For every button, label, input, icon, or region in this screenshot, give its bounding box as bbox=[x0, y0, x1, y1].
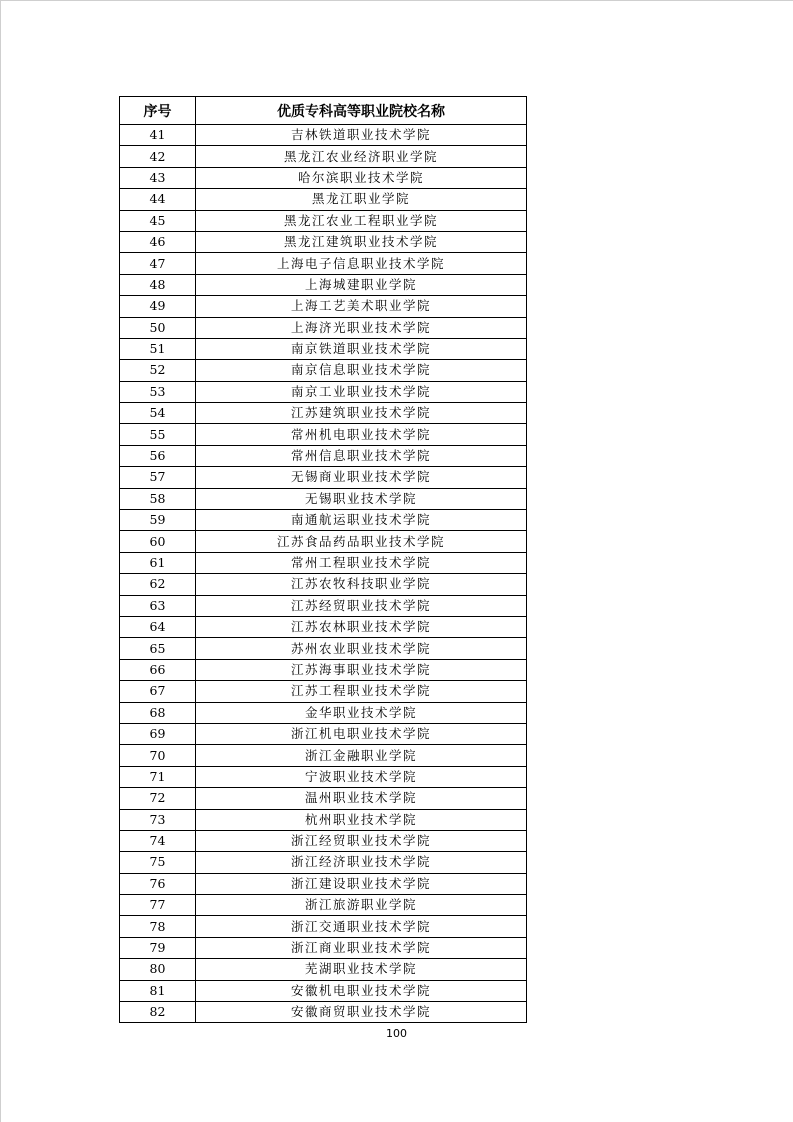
serial-number-cell: 48 bbox=[120, 274, 196, 295]
serial-number-cell: 72 bbox=[120, 788, 196, 809]
serial-number-cell: 59 bbox=[120, 510, 196, 531]
institution-name-cell: 苏州农业职业技术学院 bbox=[196, 638, 527, 659]
table-body bbox=[120, 125, 527, 1023]
table-row bbox=[120, 360, 527, 381]
institution-name-cell: 江苏建筑职业技术学院 bbox=[196, 403, 527, 424]
table-row bbox=[120, 296, 527, 317]
institution-name-cell: 温州职业技术学院 bbox=[196, 788, 527, 809]
institution-name-cell: 黑龙江职业学院 bbox=[196, 189, 527, 210]
institution-name-cell: 江苏经贸职业技术学院 bbox=[196, 595, 527, 616]
serial-number-cell: 69 bbox=[120, 723, 196, 744]
table-row bbox=[120, 638, 527, 659]
institution-name-cell: 浙江建设职业技术学院 bbox=[196, 873, 527, 894]
table-row bbox=[120, 189, 527, 210]
table-row bbox=[120, 445, 527, 466]
serial-number-cell: 58 bbox=[120, 488, 196, 509]
table-row bbox=[120, 146, 527, 167]
header-serial-number: 序号 bbox=[120, 97, 196, 125]
serial-number-cell: 50 bbox=[120, 317, 196, 338]
serial-number-cell: 68 bbox=[120, 702, 196, 723]
institution-name-cell: 安徽机电职业技术学院 bbox=[196, 980, 527, 1001]
table-row bbox=[120, 659, 527, 680]
institution-name-cell: 上海工艺美术职业学院 bbox=[196, 296, 527, 317]
institution-name-cell: 浙江经贸职业技术学院 bbox=[196, 830, 527, 851]
table-row bbox=[120, 531, 527, 552]
serial-number-cell: 63 bbox=[120, 595, 196, 616]
table-row bbox=[120, 488, 527, 509]
table-row bbox=[120, 403, 527, 424]
table-row bbox=[120, 959, 527, 980]
institution-name-cell: 浙江机电职业技术学院 bbox=[196, 723, 527, 744]
serial-number-cell: 81 bbox=[120, 980, 196, 1001]
institution-name-cell: 常州信息职业技术学院 bbox=[196, 445, 527, 466]
institution-name-cell: 黑龙江农业工程职业学院 bbox=[196, 210, 527, 231]
serial-number-cell: 44 bbox=[120, 189, 196, 210]
institution-name-cell: 无锡商业职业技术学院 bbox=[196, 467, 527, 488]
serial-number-cell: 77 bbox=[120, 895, 196, 916]
serial-number-cell: 80 bbox=[120, 959, 196, 980]
institution-name-cell: 浙江经济职业技术学院 bbox=[196, 852, 527, 873]
institution-name-cell: 南通航运职业技术学院 bbox=[196, 510, 527, 531]
table-row bbox=[120, 723, 527, 744]
institution-name-cell: 无锡职业技术学院 bbox=[196, 488, 527, 509]
institution-name-cell: 江苏工程职业技术学院 bbox=[196, 681, 527, 702]
table-row bbox=[120, 745, 527, 766]
table-row bbox=[120, 510, 527, 531]
table-row bbox=[120, 809, 527, 830]
institution-name-cell: 上海济光职业技术学院 bbox=[196, 317, 527, 338]
serial-number-cell: 53 bbox=[120, 381, 196, 402]
table-row bbox=[120, 574, 527, 595]
institution-name-cell: 南京工业职业技术学院 bbox=[196, 381, 527, 402]
institution-name-cell: 江苏农牧科技职业学院 bbox=[196, 574, 527, 595]
serial-number-cell: 76 bbox=[120, 873, 196, 894]
institution-name-cell: 浙江商业职业技术学院 bbox=[196, 937, 527, 958]
table-row bbox=[120, 253, 527, 274]
serial-number-cell: 73 bbox=[120, 809, 196, 830]
page-border-top bbox=[0, 0, 793, 1]
serial-number-cell: 47 bbox=[120, 253, 196, 274]
institution-name-cell: 江苏海事职业技术学院 bbox=[196, 659, 527, 680]
serial-number-cell: 52 bbox=[120, 360, 196, 381]
institution-name-cell: 江苏农林职业技术学院 bbox=[196, 616, 527, 637]
table-row bbox=[120, 616, 527, 637]
institution-name-cell: 上海城建职业学院 bbox=[196, 274, 527, 295]
serial-number-cell: 54 bbox=[120, 403, 196, 424]
institution-name-cell: 浙江旅游职业学院 bbox=[196, 895, 527, 916]
serial-number-cell: 41 bbox=[120, 125, 196, 146]
table-row bbox=[120, 167, 527, 188]
serial-number-cell: 71 bbox=[120, 766, 196, 787]
table-row bbox=[120, 125, 527, 146]
serial-number-cell: 82 bbox=[120, 1002, 196, 1023]
serial-number-cell: 45 bbox=[120, 210, 196, 231]
serial-number-cell: 78 bbox=[120, 916, 196, 937]
table-row bbox=[120, 317, 527, 338]
table-row bbox=[120, 830, 527, 851]
table-row bbox=[120, 852, 527, 873]
serial-number-cell: 64 bbox=[120, 616, 196, 637]
table-row bbox=[120, 274, 527, 295]
institution-name-cell: 吉林铁道职业技术学院 bbox=[196, 125, 527, 146]
serial-number-cell: 74 bbox=[120, 830, 196, 851]
serial-number-cell: 66 bbox=[120, 659, 196, 680]
serial-number-cell: 42 bbox=[120, 146, 196, 167]
serial-number-cell: 46 bbox=[120, 231, 196, 252]
serial-number-cell: 51 bbox=[120, 338, 196, 359]
institution-name-cell: 黑龙江农业经济职业学院 bbox=[196, 146, 527, 167]
header-institution-name: 优质专科高等职业院校名称 bbox=[196, 97, 527, 125]
institution-name-cell: 常州工程职业技术学院 bbox=[196, 552, 527, 573]
institution-name-cell: 安徽商贸职业技术学院 bbox=[196, 1002, 527, 1023]
institution-name-cell: 宁波职业技术学院 bbox=[196, 766, 527, 787]
institution-name-cell: 杭州职业技术学院 bbox=[196, 809, 527, 830]
table-row bbox=[120, 381, 527, 402]
institution-name-cell: 浙江交通职业技术学院 bbox=[196, 916, 527, 937]
institution-name-cell: 上海电子信息职业技术学院 bbox=[196, 253, 527, 274]
institution-name-cell: 南京铁道职业技术学院 bbox=[196, 338, 527, 359]
table-header-row bbox=[120, 97, 527, 125]
table-row bbox=[120, 788, 527, 809]
serial-number-cell: 70 bbox=[120, 745, 196, 766]
institution-name-cell: 南京信息职业技术学院 bbox=[196, 360, 527, 381]
table-row bbox=[120, 552, 527, 573]
table-row bbox=[120, 595, 527, 616]
table-row bbox=[120, 766, 527, 787]
institution-name-cell: 浙江金融职业学院 bbox=[196, 745, 527, 766]
institution-name-cell: 金华职业技术学院 bbox=[196, 702, 527, 723]
page-border-left bbox=[0, 0, 1, 1122]
serial-number-cell: 61 bbox=[120, 552, 196, 573]
serial-number-cell: 55 bbox=[120, 424, 196, 445]
table-row bbox=[120, 895, 527, 916]
serial-number-cell: 43 bbox=[120, 167, 196, 188]
serial-number-cell: 75 bbox=[120, 852, 196, 873]
institution-name-cell: 江苏食品药品职业技术学院 bbox=[196, 531, 527, 552]
table-row bbox=[120, 338, 527, 359]
serial-number-cell: 79 bbox=[120, 937, 196, 958]
serial-number-cell: 56 bbox=[120, 445, 196, 466]
table-row bbox=[120, 681, 527, 702]
institution-name-cell: 芜湖职业技术学院 bbox=[196, 959, 527, 980]
table-row bbox=[120, 980, 527, 1001]
table-row bbox=[120, 424, 527, 445]
table-row bbox=[120, 1002, 527, 1023]
institution-name-cell: 哈尔滨职业技术学院 bbox=[196, 167, 527, 188]
serial-number-cell: 49 bbox=[120, 296, 196, 317]
table-row bbox=[120, 702, 527, 723]
table-row bbox=[120, 873, 527, 894]
serial-number-cell: 62 bbox=[120, 574, 196, 595]
table-row bbox=[120, 231, 527, 252]
table-row bbox=[120, 937, 527, 958]
institution-name-cell: 常州机电职业技术学院 bbox=[196, 424, 527, 445]
serial-number-cell: 67 bbox=[120, 681, 196, 702]
institutions-table bbox=[119, 96, 527, 1023]
institution-name-cell: 黑龙江建筑职业技术学院 bbox=[196, 231, 527, 252]
serial-number-cell: 57 bbox=[120, 467, 196, 488]
serial-number-cell: 65 bbox=[120, 638, 196, 659]
table-row bbox=[120, 210, 527, 231]
serial-number-cell: 60 bbox=[120, 531, 196, 552]
table-row bbox=[120, 467, 527, 488]
page-number: 100 bbox=[386, 1027, 407, 1040]
table-row bbox=[120, 916, 527, 937]
